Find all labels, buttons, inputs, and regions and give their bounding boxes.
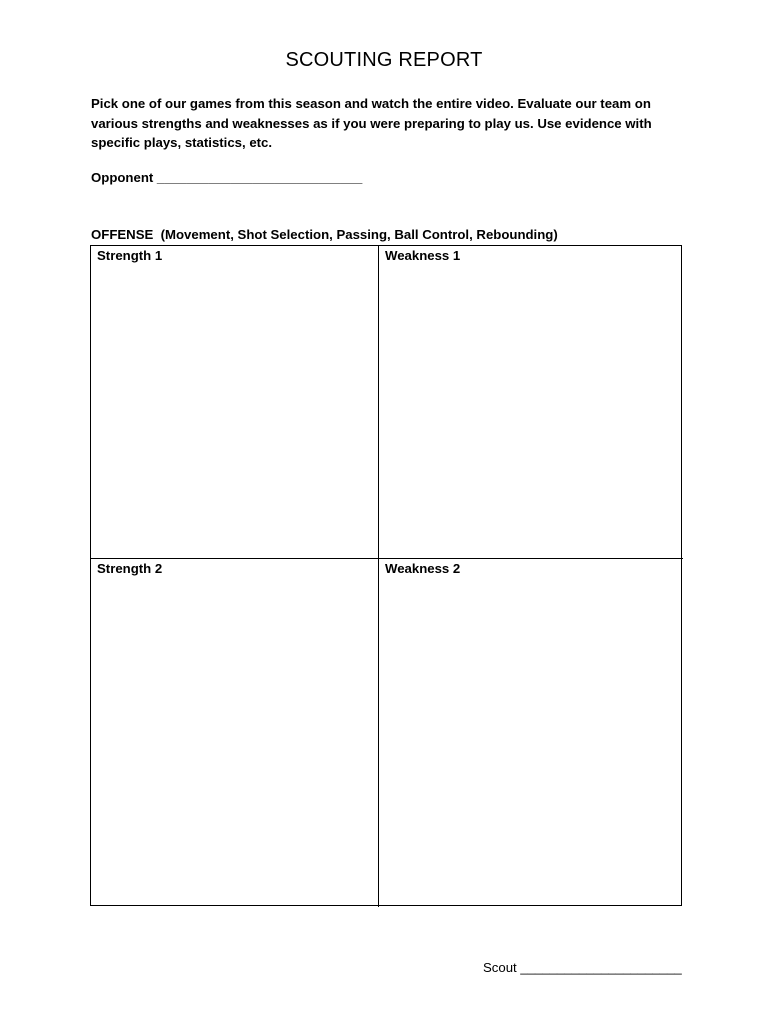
offense-heading: OFFENSE (Movement, Shot Selection, Passing, Ball Control, Rebounding)	[91, 227, 558, 242]
weakness-2-label: Weakness 2	[385, 561, 461, 576]
scout-field[interactable]: Scout ______________________	[483, 960, 682, 975]
instructions-text: Pick one of our games from this season and watch the entire video. Evaluate our team on various strengths and weaknesses as if you were preparing to play us. Use evidence with specific plays, statistics, etc.	[91, 96, 652, 150]
strength-2-cell[interactable]	[91, 559, 379, 907]
offense-table	[90, 245, 682, 906]
strength-1-label: Strength 1	[97, 248, 163, 263]
strength-2-label: Strength 2	[97, 561, 163, 576]
weakness-1-cell[interactable]	[379, 246, 683, 559]
opponent-field[interactable]: Opponent ____________________________	[91, 170, 363, 185]
page-title: SCOUTING REPORT	[285, 49, 483, 71]
weakness-1-label: Weakness 1	[385, 248, 461, 263]
weakness-2-cell[interactable]	[379, 559, 683, 907]
strength-1-cell[interactable]	[91, 246, 379, 559]
